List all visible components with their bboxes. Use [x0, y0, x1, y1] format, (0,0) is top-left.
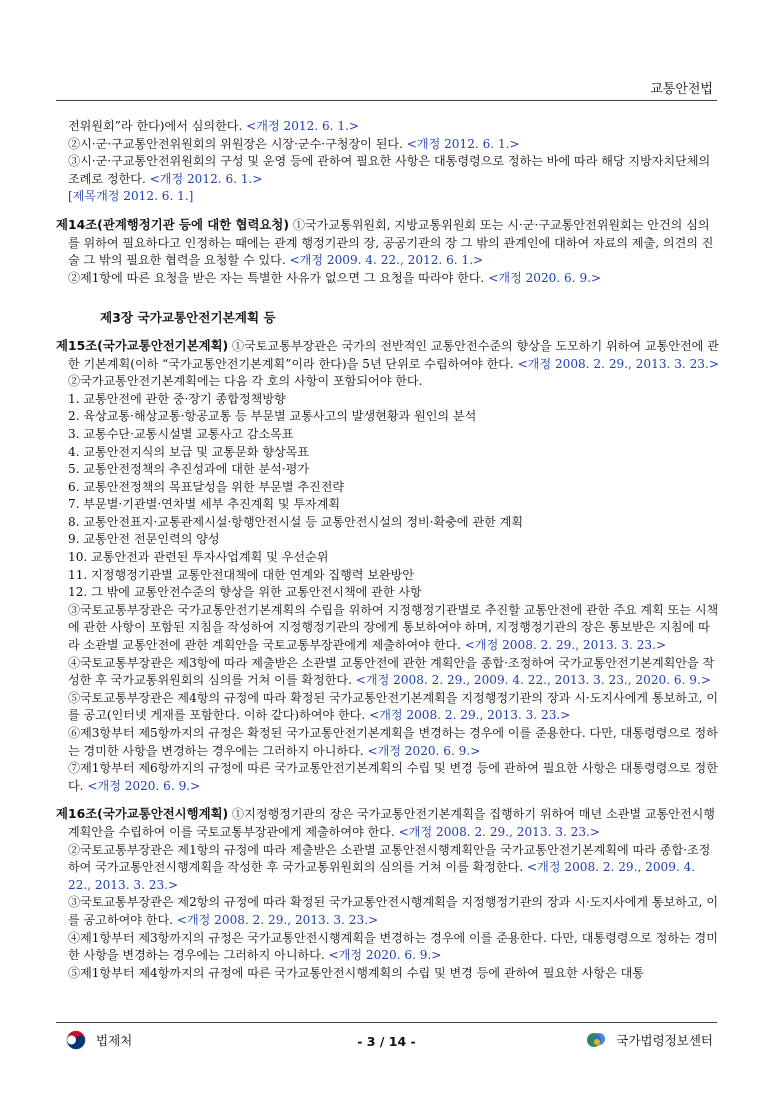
- header-title: 교통안전법: [650, 82, 713, 97]
- footer-source: 법제처: [96, 1033, 133, 1048]
- chapter-heading: 제3장 국가교통안전기본계획 등: [100, 310, 276, 326]
- top-para-2: ②시·군·구교통안전위원회의 위원장은 시장·군수·구청장이 된다. <개정 2012. 6. 1.>: [68, 136, 520, 151]
- list-item: 6. 교통안전정책의 목표달성을 위한 부문별 추진전략: [68, 479, 345, 494]
- list-item: 2. 육상교통·해상교통·항공교통 등 부문별 교통사고의 발생현황과 원인의 분석: [68, 409, 477, 424]
- article-16-para-1: 제16조(국가교통안전시행계획) ①지정행정기관의 장은 국가교통안전기본계획을 집행하기 위하여 매년 소관별 교통안전시행계획안을 수립하여 이를 국토교통부장관에게 제출하여야 한다. <개정 2008. 2. 29., 2013. 3. 23.>: [56, 806, 715, 839]
- article-15-para-1: 제15조(국가교통안전기본계획) ①국토교통부장관은 국가의 전반적인 교통안전수준의 향상을 도모하기 위하여 교통안전에 관한 기본계획(이하 “국가교통안전기본계획”이라 한다)을 5년 단위로 수립하여야 한다. <개정 2008. 2. 29., 2013. 3. 23.>: [56, 337, 719, 371]
- article-16-para-2: ②국토교통부장관은 제1항의 규정에 따라 제출받은 소관별 교통안전시행계획안을 국가교통안전기본계획에 따라 종합·조정하여 국가교통안전시행계획을 작성한 후 국가교통위원회의 심의를 거쳐 이를 확정한다. <개정 2008. 2. 29., 2009. 4. 22., 2013. 3. 23.>: [68, 842, 711, 892]
- top-para-3: ③시·군·구교통안전위원회의 구성 및 운영 등에 관하여 필요한 사항은 대통령령으로 정하는 바에 따라 해당 지방자치단체의 조례로 정한다. <개정 2012. 6. 1.>: [68, 154, 711, 186]
- article-14-title: 제14조(관계행정기관 등에 대한 협력요청): [56, 216, 290, 232]
- list-item: 5. 교통안전정책의 추진성과에 대한 분석·평가: [68, 462, 310, 477]
- article-15-title: 제15조(국가교통안전기본계획): [56, 337, 229, 353]
- page-number: - 3 / 14 -: [357, 1034, 416, 1049]
- list-item: 7. 부문별·기관별·연차별 세부 추진계획 및 투자계획: [68, 497, 341, 512]
- list-item: 3. 교통수단·교통시설별 교통사고 감소목표: [68, 426, 294, 441]
- list-item: 1. 교통안전에 관한 중·장기 종합정책방향: [68, 391, 286, 406]
- list-item: 10. 교통안전과 관련된 투자사업계획 및 우선순위: [68, 550, 329, 565]
- article-15-para-7: ⑦제1항부터 제6항까지의 규정에 따른 국가교통안전기본계획의 수립 및 변경 등에 관하여 필요한 사항은 대통령령으로 정한다. <개정 2020. 6. 9.>: [68, 761, 718, 793]
- article-15-para-2: ②국가교통안전기본계획에는 다음 각 호의 사항이 포함되어야 한다.: [68, 374, 423, 389]
- article-16-para-4: ④제1항부터 제3항까지의 규정은 국가교통안전시행계획을 변경하는 경우에 이를 준용한다. 다만, 대통령령으로 정하는 경미한 사항을 변경하는 경우에는 그러하지 아니하다. <개정 2020. 6. 9.>: [68, 930, 718, 963]
- header-divider: [56, 100, 717, 101]
- article-15-para-4: ④국토교통부장관은 제3항에 따라 제출받은 소관별 교통안전에 관한 계획안을 종합·조정하여 국가교통안전기본계획안을 작성한 후 국가교통위원회의 심의를 거쳐 이를 확정한다. <개정 2008. 2. 29., 2009. 4. 22., 2013. 3. 23., 2020. 6. 9.>: [68, 655, 715, 688]
- list-item: 12. 그 밖에 교통안전수준의 향상을 위한 교통안전시책에 관한 사항: [68, 585, 422, 600]
- article-14-para-2: ②제1항에 따른 요청을 받은 자는 특별한 사유가 없으면 그 요청을 따라야 한다. <개정 2020. 6. 9.>: [68, 270, 602, 285]
- footer-right: [586, 1030, 713, 1050]
- document-body: [56, 118, 721, 982]
- title-revision-note: [제목개정 2012. 6. 1.]: [68, 189, 194, 204]
- article-14: [56, 216, 721, 287]
- top-para-1: 전위원회”라 한다)에서 심의한다. <개정 2012. 6. 1.>: [68, 119, 360, 133]
- article-15-para-5: ⑤국토교통부장관은 제4항의 규정에 따라 확정된 국가교통안전기본계획을 지정행정기관의 장과 시·도지사에게 통보하고, 이를 공고(인터넷 게재를 포함한다. 이하 같다)하여야 한다. <개정 2008. 2. 29., 2013. 3. 23.>: [68, 690, 719, 723]
- list-item: 8. 교통안전표지·교통관제시설·항행안전시설 등 교통안전시설의 정비·확충에 관한 계획: [68, 514, 524, 529]
- article-14-para-1: 제14조(관계행정기관 등에 대한 협력요청) ①국가교통위원회, 지방교통위원회 또는 시·군·구교통안전위원회는 안건의 심의를 위하여 필요하다고 인정하는 때에는 관계 행정기관의 장, 공공기관의 장 그 밖의 관계인에 대하여 자료의 제출, 의견의 진술 그 밖의 필요한 협력을 요청할 수 있다. <개정 2009. 4. 22., 2012. 6. 1.>: [56, 216, 714, 268]
- top-paragraphs: [56, 118, 721, 206]
- list-item: 4. 교통안전지식의 보급 및 교통문화 향상목표: [68, 444, 310, 459]
- article-15: [56, 337, 721, 795]
- footer-divider: [56, 1022, 717, 1023]
- footer-center-name: 국가법령정보센터: [616, 1033, 713, 1048]
- article-15-para-6: ⑥제3항부터 제5항까지의 규정은 확정된 국가교통안전기본계획을 변경하는 경우에 이를 준용한다. 다만, 대통령령으로 정하는 경미한 사항을 변경하는 경우에는 그러하지 아니하다. <개정 2020. 6. 9.>: [68, 726, 718, 758]
- article-16: [56, 805, 721, 982]
- law-center-logo-icon: [586, 1030, 608, 1050]
- article-15-para-3: ③국토교통부장관은 국가교통안전기본계획의 수립을 위하여 지정행정기관별로 추진할 교통안전에 관한 주요 계획 또는 시책에 관한 사항이 포함된 지침을 작성하여 지정행정기관의 장에게 통보하여야 하며, 지정행정기관의 장은 통보받은 지침에 따라 소관별 교통안전에 관한 계획안을 국토교통부장관에게 제출하여야 한다. <개정 2008. 2. 29., 2013. 3. 23.>: [68, 602, 719, 653]
- list-item: 11. 지정행정기관별 교통안전대책에 대한 연계와 집행력 보완방안: [68, 567, 415, 582]
- article-16-title: 제16조(국가교통안전시행계획): [56, 806, 229, 822]
- page-footer: [56, 1030, 717, 1056]
- list-item: 9. 교통안전 전문인력의 양성: [68, 532, 220, 547]
- article-16-para-3: ③국토교통부장관은 제2항의 규정에 따라 확정된 국가교통안전시행계획을 지정행정기관의 장과 시·도지사에게 통보하고, 이를 공고하여야 한다. <개정 2008. 2. 29., 2013. 3. 23.>: [68, 895, 719, 927]
- article-16-para-5: ⑤제1항부터 제4항까지의 규정에 따른 국가교통안전시행계획의 수립 및 변경 등에 관하여 필요한 사항은 대통: [68, 965, 644, 980]
